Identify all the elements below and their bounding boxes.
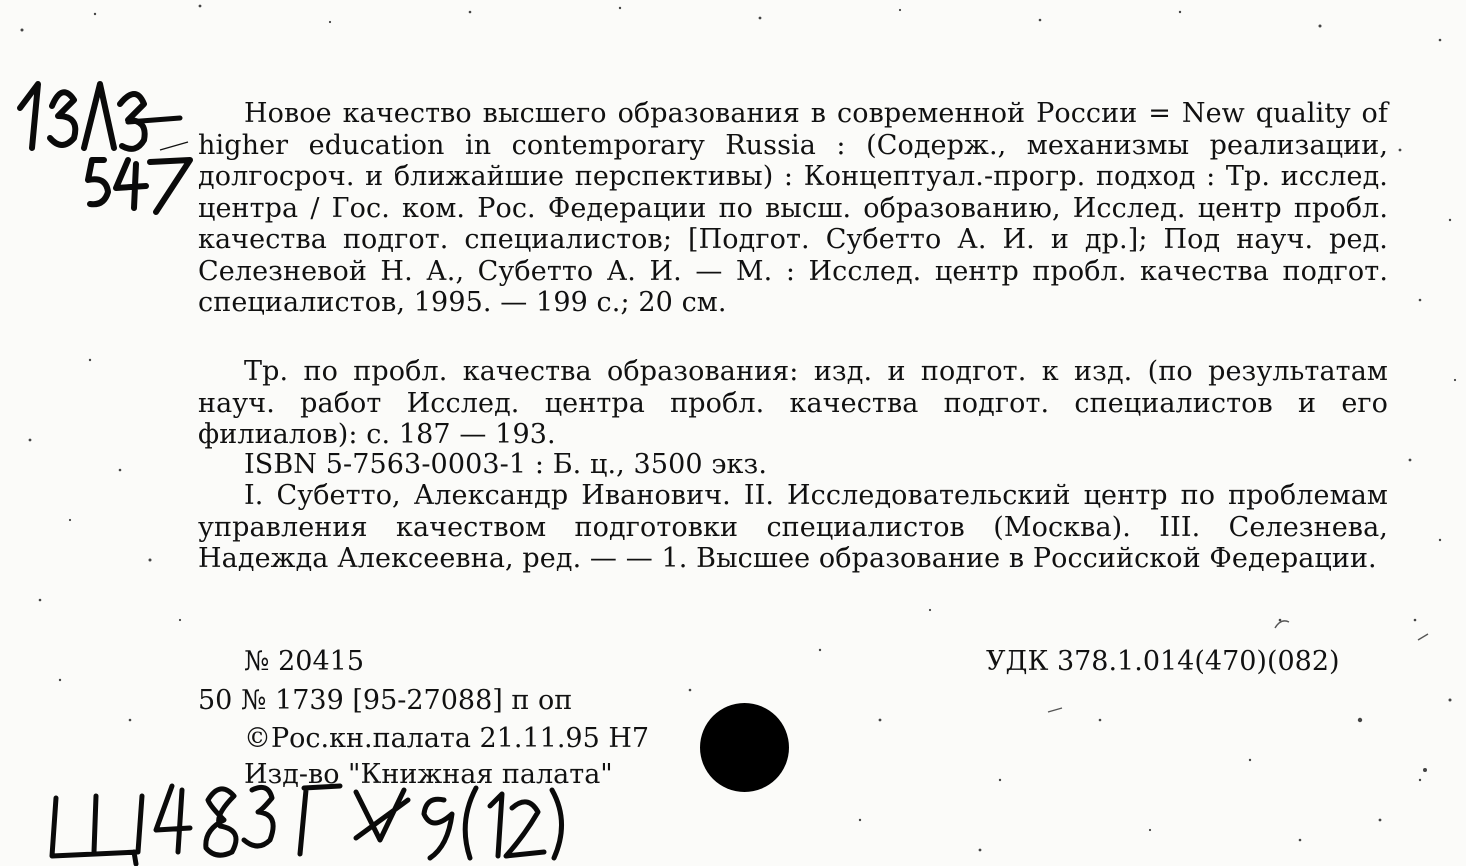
udk-code: УДК 378.1.014(470)(082) [986,646,1340,677]
handwritten-code-bottom-glyphs [88,160,190,212]
publisher-line: Изд-во "Книжная палата" [244,759,613,790]
punch-hole [700,703,789,792]
bibliographic-description: Новое качество высшего образования в современной России = New quality of higher education in contemporary Russia : (Содерж., механизмы реализации, долгосроч. и ближайшие перспективы) : Концептуал.-прогр. подход : Тр. исслед. центра / Гос. ком. Рос. Федерации по высш. образованию, Исслед. центр пробл. качества подгот. специалистов; [Подгот. Субетто А. И. и др.]; Под науч. ред. Селезневой Н. А., Субетто А. И. — М. : Исслед. центр пробл. качества подгот. специалистов, 1995. — 199 с.; 20 см. [198,98,1388,318]
record-number: № 20415 [244,646,365,677]
handwritten-code-top-glyphs [20,84,145,149]
tracings: I. Субетто, Александр Иванович. II. Исследовательский центр по проблемам управления качеством подготовки специалистов (Москва). III. Селезнева, Надежда Алексеевна, ред. — — 1. Высшее образование в Российской Федерации. [198,480,1388,574]
series-note: Тр. по пробл. качества образования: изд. и подгот. к изд. (по результатам науч. работ Исслед. центра пробл. качества подгот. специалистов и его филиалов): с. 187 — 193. [198,356,1388,450]
chamber-imprint: ©Рос.кн.палата 21.11.95 Н7 [244,723,650,754]
card-code-line: 50 № 1739 [95-27088] п оп [198,685,573,716]
handwritten-shelfmark-glyphs [52,786,562,864]
isbn-line: ISBN 5-7563-0003-1 : Б. ц., 3500 экз. [244,449,768,480]
